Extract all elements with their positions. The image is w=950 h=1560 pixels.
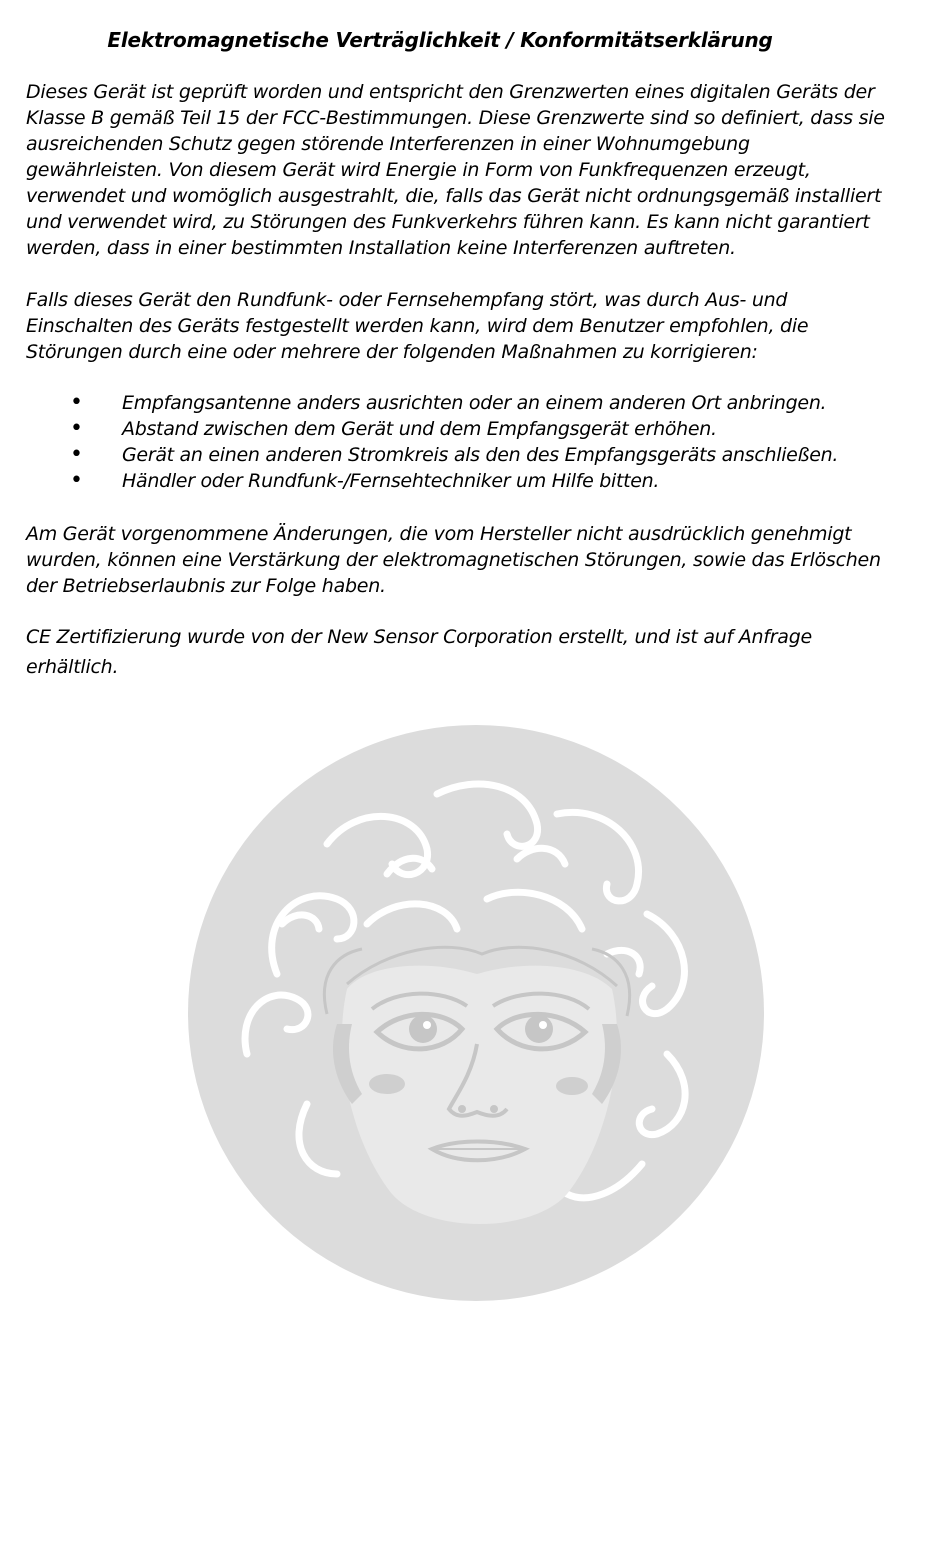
list-item: [26, 390, 906, 416]
bullet-icon: •: [70, 468, 83, 493]
list-item-text: Gerät an einen anderen Stromkreis als den des Empfangsgeräts anschließen.: [122, 444, 839, 466]
modifications-paragraph: Am Gerät vorgenommene Änderungen, die vom Hersteller nicht ausdrücklich genehmigt wurden, können eine Verstärkung der elektromagnetischen Störungen, sowie das Erlöschen der Betriebserlaubnis zur Folge haben.: [26, 523, 881, 597]
list-item: [26, 468, 906, 494]
list-item: [26, 442, 906, 468]
list-item-text: Empfangsantenne anders ausrichten oder an einem anderen Ort anbringen.: [122, 392, 827, 414]
bullet-icon: •: [70, 390, 83, 415]
list-item-text: Abstand zwischen dem Gerät und dem Empfangsgerät erhöhen.: [122, 418, 717, 440]
measures-list: [26, 390, 906, 494]
list-item-text: Händler oder Rundfunk-/Fernsehtechniker um Hilfe bitten.: [122, 470, 660, 492]
interference-paragraph: Falls dieses Gerät den Rundfunk- oder Fernsehempfang stört, was durch Aus- und Einschalten des Geräts festgestellt werden kann, wird dem Benutzer empfohlen, die Störungen durch eine oder mehrere der folgenden Maßnahmen zu korrigieren:: [26, 289, 809, 363]
ce-certification-line-2: erhältlich.: [26, 656, 119, 678]
bullet-icon: •: [70, 416, 83, 441]
page-title: Elektromagnetische Verträglichkeit / Konformitätserklärung: [107, 28, 773, 52]
fcc-paragraph: Dieses Gerät ist geprüft worden und entspricht den Grenzwerten eines digitalen Geräts der Klasse B gemäß Teil 15 der FCC-Bestimmungen. Diese Grenzwerte sind so definiert, dass sie ausreichenden Schutz gegen störende Interferenzen in einer Wohnumgebung gewährleisten. Von diesem Gerät wird Energie in Form von Funkfrequenzen erzeugt, verwendet und womöglich ausgestrahlt, die, falls das Gerät nicht ordnungsgemäß installiert und verwendet wird, zu Störungen des Funkverkehrs führen kann. Es kann nicht garantiert werden, dass in einer bestimmten Installation keine Interferenzen auftreten.: [26, 81, 885, 259]
ce-certification-paragraph: [26, 624, 886, 680]
bullet-icon: •: [70, 442, 83, 467]
ce-certification-line-1: CE Zertifizierung wurde von der New Sensor Corporation erstellt, und ist auf Anfrage: [26, 626, 812, 648]
list-item: [26, 416, 906, 442]
medallion-face-icon: [187, 724, 765, 1302]
